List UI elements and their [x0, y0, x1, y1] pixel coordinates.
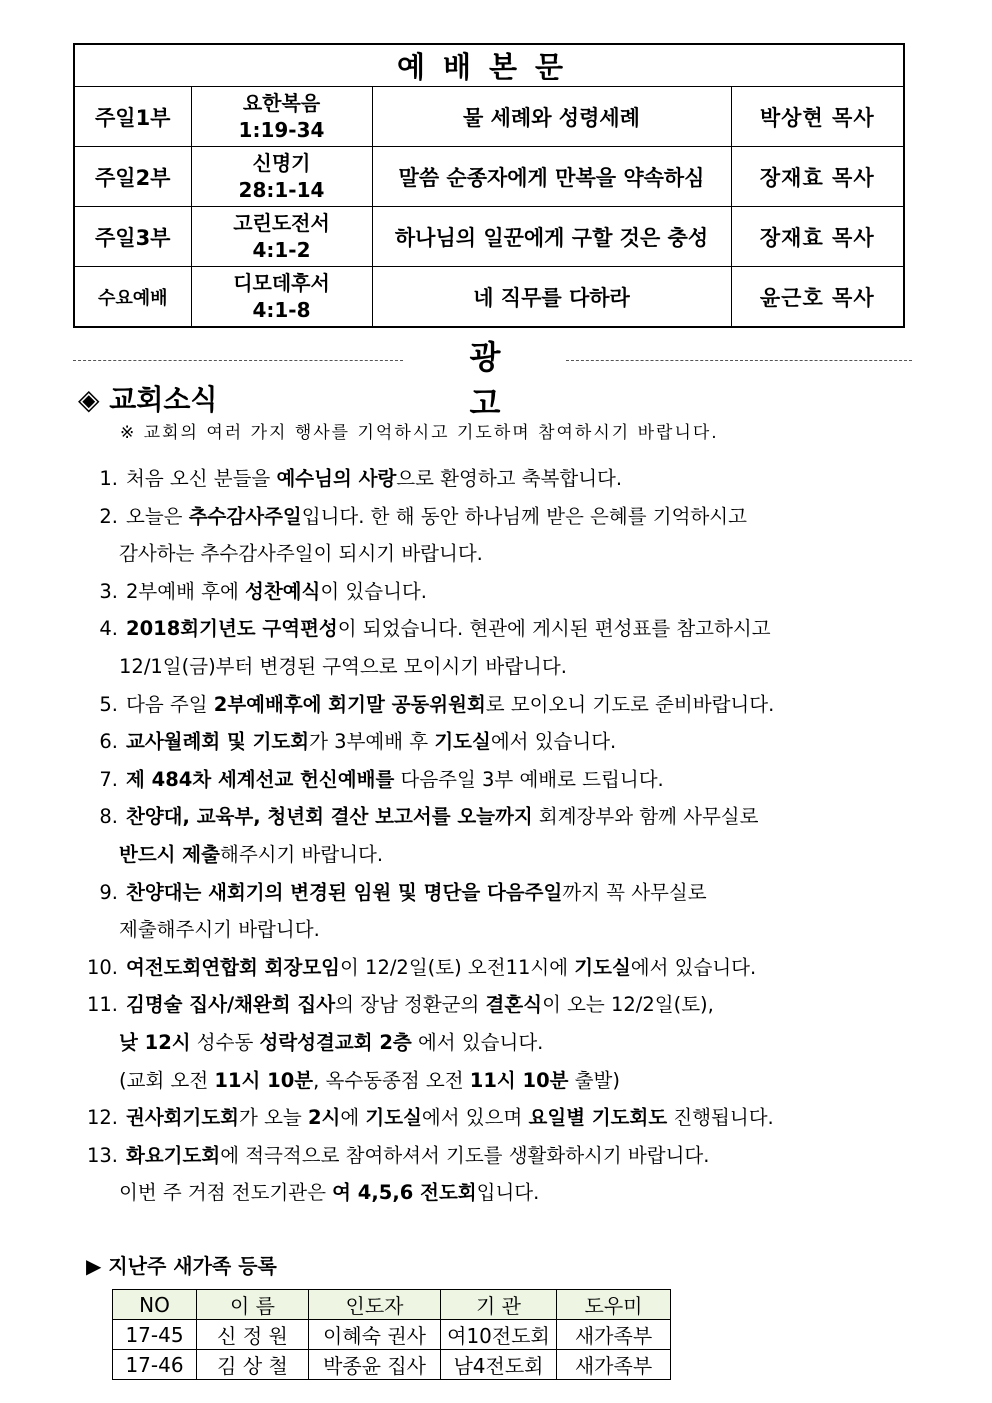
emphasis-text: 권사회기도회 — [126, 1106, 240, 1130]
emphasis-text: 2018회기년도 구역편성 — [126, 617, 338, 641]
item-number: 1. — [99, 467, 118, 490]
emphasis-text: 성찬예식 — [245, 579, 321, 603]
text-segment: 제출해주시기 바랍니다. — [119, 918, 320, 942]
emphasis-text: 11시 10분 — [214, 1068, 314, 1092]
announcement-item — [72, 576, 952, 604]
announcement-item — [72, 1102, 952, 1130]
emphasis-text: 2시 — [307, 1106, 341, 1130]
emphasis-text: 찬양대는 새회기의 변경된 임원 및 명단을 다음주일 — [126, 880, 563, 904]
sermon-title: 물 세례와 성령세례 — [372, 87, 731, 147]
cell-no: 17-46 — [113, 1350, 197, 1380]
text-segment: 가 3부예배 후 — [309, 730, 435, 754]
text-segment: 에서 있습니다. — [630, 955, 757, 979]
announcement-continuation — [119, 1177, 539, 1205]
text-segment: 에서 있습니다. — [411, 1031, 544, 1054]
text-segment: 오늘은 — [126, 504, 189, 528]
text-segment: 의 장남 정환군의 — [335, 993, 486, 1017]
text-segment: 이 있습니다. — [320, 579, 427, 603]
text-segment: 으로 환영하고 축복합니다. — [396, 467, 623, 490]
text-segment: 에 — [340, 1106, 366, 1130]
announcement-continuation — [119, 651, 567, 679]
emphasis-text: 기도실 — [434, 730, 491, 754]
announcement-item — [72, 689, 952, 717]
text-segment: 까지 꼭 사무실로 — [562, 880, 707, 904]
announcement-item — [72, 952, 952, 980]
worship-table — [73, 43, 905, 328]
sermon-title: 하나님의 일꾼에게 구할 것은 충성 — [372, 207, 731, 267]
table-row — [113, 1350, 671, 1380]
emphasis-text: 예수님의 사랑 — [276, 467, 397, 490]
announcement-item — [72, 877, 952, 905]
column-header: 기 관 — [441, 1290, 557, 1320]
cell-group: 여10전도회 — [441, 1320, 557, 1350]
text-segment: 12/1일(금)부터 변경된 구역으로 모이시기 바랍니다. — [119, 655, 567, 678]
scripture-book: 디모데후서 — [233, 270, 330, 295]
emphasis-text: 기도실 — [574, 955, 631, 979]
worship-row — [74, 87, 904, 147]
emphasis-text: 11시 10분 — [469, 1068, 569, 1092]
scripture-verse: 1:19-34 — [238, 117, 325, 142]
column-header: 인도자 — [309, 1290, 441, 1320]
announcement-continuation — [119, 914, 320, 942]
cell-helper: 새가족부 — [557, 1350, 671, 1380]
announcement-continuation — [119, 1027, 543, 1055]
text-segment: 다음주일 3부 예배로 드립니다. — [394, 767, 664, 791]
emphasis-text: 교사월례회 및 기도회 — [126, 730, 310, 754]
scripture — [191, 147, 372, 207]
item-number: 10. — [86, 955, 118, 979]
emphasis-text: 김명술 집사/채완희 집사 — [126, 993, 336, 1017]
cell-guide: 박종윤 집사 — [309, 1350, 441, 1380]
announcement-item — [72, 726, 952, 754]
announcement-item — [72, 1140, 952, 1168]
text-segment: 에서 있으며 — [421, 1106, 529, 1130]
item-number: 7. — [99, 767, 118, 791]
divider-right — [566, 360, 912, 361]
text-segment: 감사하는 추수감사주일이 되시기 바랍니다. — [119, 542, 483, 566]
text-segment: 2부예배 후에 — [126, 579, 245, 603]
text-segment: (교회 오전 — [119, 1068, 215, 1092]
item-number: 2. — [99, 504, 118, 528]
pastor-name: 윤근호 목사 — [731, 267, 904, 328]
table-header-row — [113, 1290, 671, 1320]
cell-name: 김 상 철 — [197, 1350, 309, 1380]
emphasis-text: 반드시 제출 — [119, 843, 220, 866]
column-header: 도우미 — [557, 1290, 671, 1320]
service-name: 주일1부 — [74, 87, 191, 147]
scripture-verse: 4:1-2 — [252, 237, 311, 262]
text-segment: 가 오늘 — [239, 1106, 308, 1130]
text-segment: 에서 있습니다. — [490, 730, 617, 754]
section-heading: ◈ 교회소식 — [78, 383, 218, 416]
text-segment: 이 오는 12/2일(토), — [542, 993, 714, 1017]
text-segment: 해주시기 바랍니다. — [219, 843, 384, 866]
announcement-item — [72, 764, 952, 792]
cell-no: 17-45 — [113, 1320, 197, 1350]
emphasis-text: 2부예배후에 회기말 공동위원회 — [213, 692, 486, 716]
emphasis-text: 낮 12시 — [119, 1031, 191, 1054]
announcement-continuation — [119, 839, 383, 867]
pastor-name: 장재효 목사 — [731, 207, 904, 267]
scripture-book: 요한복음 — [242, 90, 321, 115]
announcement-continuation — [119, 1065, 620, 1093]
emphasis-text: 기도실 — [365, 1106, 422, 1130]
new-family-table — [112, 1289, 671, 1380]
emphasis-text: 성락성결교회 2층 — [259, 1031, 412, 1054]
worship-title: 예배본문 — [74, 44, 904, 87]
text-segment: 입니다. 한 해 동안 하나님께 받은 은혜를 기억하시고 — [301, 504, 747, 528]
emphasis-text: 제 484차 세계선교 헌신예배를 — [126, 767, 395, 791]
announcement-item — [72, 613, 952, 641]
item-number: 13. — [86, 1143, 118, 1167]
text-segment: 다음 주일 — [126, 692, 214, 716]
text-segment: 이번 주 거점 전도기관은 — [119, 1181, 333, 1205]
announcement-continuation — [119, 538, 483, 566]
worship-row — [74, 147, 904, 207]
text-segment: 로 모이오니 기도로 준비바랍니다. — [485, 692, 775, 716]
emphasis-text: 결혼식 — [485, 993, 543, 1017]
announcements-title: 광고 — [469, 338, 537, 422]
announcement-item — [72, 801, 952, 829]
emphasis-text: 여전도회연합회 회장모임 — [126, 955, 340, 979]
table-row — [113, 1320, 671, 1350]
pastor-name: 장재효 목사 — [731, 147, 904, 207]
announcement-item — [72, 463, 952, 491]
new-family-heading: ▶ 지난주 새가족 등록 — [86, 1254, 277, 1278]
item-number: 11. — [86, 993, 118, 1017]
cell-name: 신 정 원 — [197, 1320, 309, 1350]
item-number: 4. — [99, 617, 118, 641]
scripture — [191, 207, 372, 267]
service-name: 주일3부 — [74, 207, 191, 267]
service-name: 주일2부 — [74, 147, 191, 207]
text-segment: , 옥수동종점 오전 — [313, 1068, 470, 1092]
sermon-title: 네 직무를 다하라 — [372, 267, 731, 328]
scripture — [191, 87, 372, 147]
scripture-book: 고린도전서 — [233, 210, 330, 235]
scripture-verse: 4:1-8 — [252, 297, 311, 322]
item-number: 12. — [86, 1106, 118, 1130]
cell-guide: 이혜숙 권사 — [309, 1320, 441, 1350]
text-segment: 이 12/2일(토) 오전11시에 — [340, 955, 575, 979]
pastor-name: 박상현 목사 — [731, 87, 904, 147]
column-header: NO — [113, 1290, 197, 1320]
scripture-verse: 28:1-14 — [238, 177, 325, 202]
item-number: 8. — [99, 805, 118, 829]
worship-row — [74, 267, 904, 328]
scripture-book: 신명기 — [252, 150, 311, 175]
text-segment: 이 되었습니다. 현관에 게시된 편성표를 참고하시고 — [337, 617, 771, 641]
announcement-item — [72, 989, 952, 1017]
text-segment: 출발) — [568, 1068, 620, 1092]
text-segment: 처음 오신 분들을 — [126, 467, 277, 490]
scripture — [191, 267, 372, 328]
item-number: 5. — [99, 692, 118, 716]
item-number: 3. — [99, 579, 118, 603]
emphasis-text: 화요기도회 — [126, 1143, 221, 1167]
text-segment: 진행됩니다. — [667, 1106, 774, 1130]
cell-group: 남4전도회 — [441, 1350, 557, 1380]
emphasis-text: 여 4,5,6 전도회 — [332, 1181, 477, 1205]
sermon-title: 말씀 순종자에게 만복을 약속하심 — [372, 147, 731, 207]
text-segment: 에 적극적으로 참여하셔서 기도를 생활화하시기 바랍니다. — [220, 1143, 710, 1167]
text-segment: 성수동 — [190, 1031, 260, 1054]
service-name: 수요예배 — [74, 267, 191, 328]
cell-helper: 새가족부 — [557, 1320, 671, 1350]
section-note: ※ 교회의 여러 가지 행사를 기억하시고 기도하며 참여하시기 바랍니다. — [120, 423, 719, 443]
column-header: 이 름 — [197, 1290, 309, 1320]
text-segment: 입니다. — [476, 1181, 540, 1205]
emphasis-text: 추수감사주일 — [188, 504, 302, 528]
announcement-item — [72, 501, 952, 529]
worship-row — [74, 207, 904, 267]
item-number: 6. — [99, 730, 118, 754]
divider-left — [73, 360, 403, 361]
item-number: 9. — [99, 880, 118, 904]
emphasis-text: 요일별 기도회도 — [528, 1106, 668, 1130]
text-segment: 회계장부와 함께 사무실로 — [532, 805, 759, 829]
emphasis-text: 찬양대, 교육부, 청년회 결산 보고서를 오늘까지 — [126, 805, 533, 829]
